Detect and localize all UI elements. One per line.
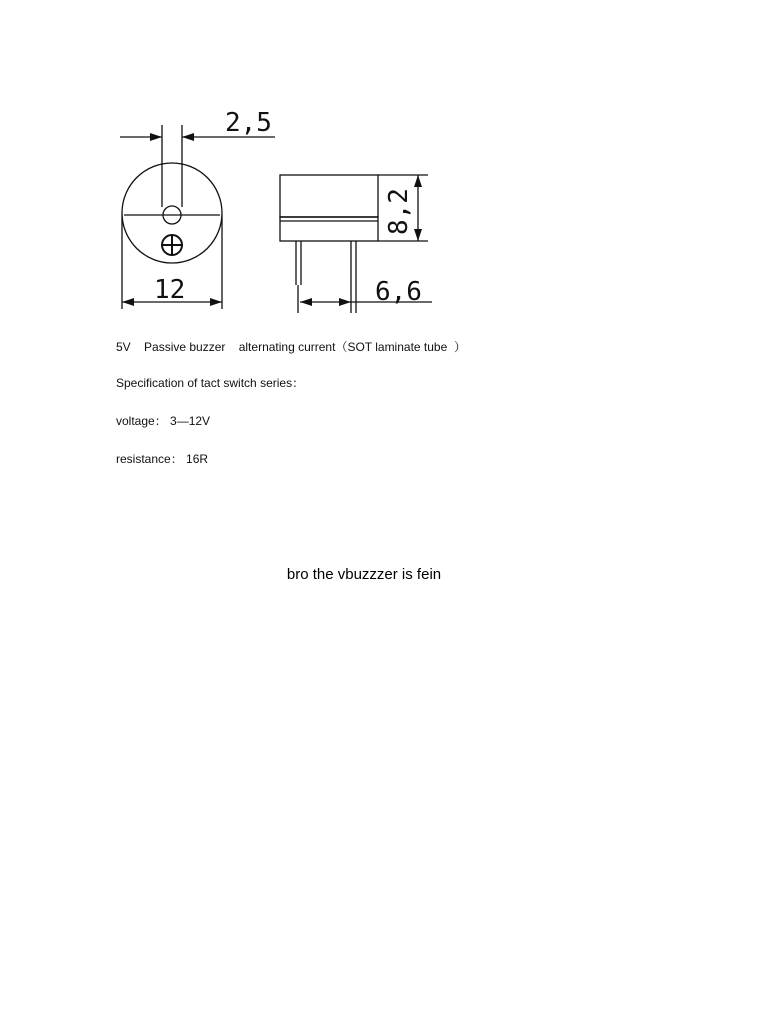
dimension-label-pin-pitch: 6,6: [375, 277, 422, 307]
dimension-label-height: 8,2: [384, 188, 414, 235]
spec-line-voltage: voltage： 3—12V: [116, 414, 211, 428]
buzzer-dimension-drawing: [110, 95, 440, 320]
spec-line-resistance: resistance： 16R: [116, 452, 209, 466]
spec-line-product: 5V Passive buzzer alternating current（SOT laminate tube ）: [116, 340, 466, 354]
note-text: bro the vbuzzzer is fein: [286, 566, 442, 583]
dimension-label-diameter: 12: [154, 275, 186, 305]
dimension-drawing-svg: [110, 95, 440, 320]
dimension-label-lead-spacing: 2,5: [225, 108, 272, 138]
spec-line-series: Specification of tact switch series：: [116, 376, 305, 390]
